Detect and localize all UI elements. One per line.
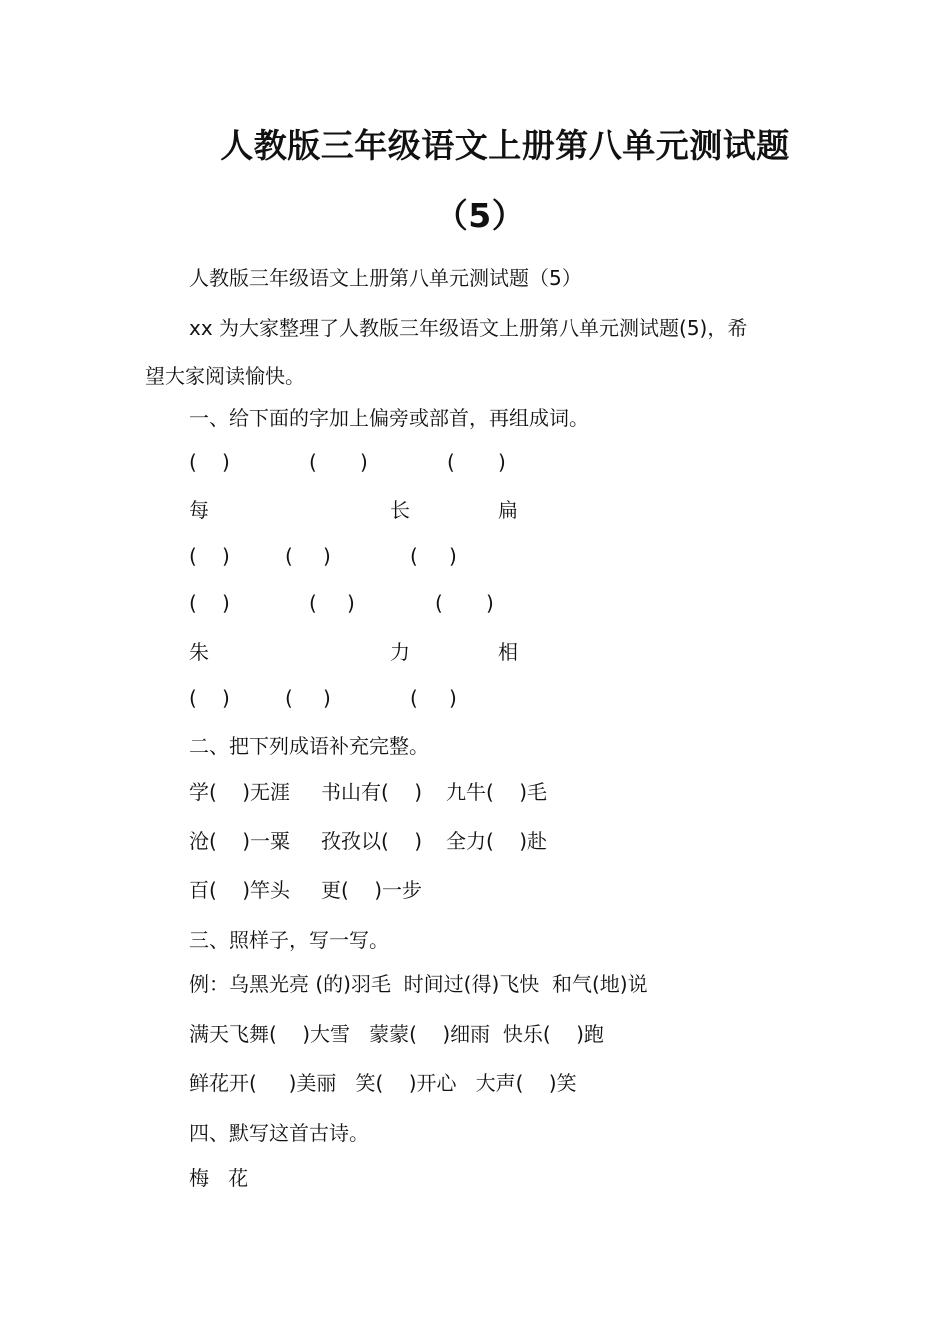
- idiom-item: 孜孜以( ): [321, 829, 423, 853]
- idiom-item: 学( )无涯: [189, 780, 291, 804]
- bracket-open: (: [447, 450, 455, 474]
- char-item: 力: [390, 640, 410, 664]
- poem-title: 梅 花: [189, 1166, 249, 1190]
- bracket-close: ): [222, 591, 230, 615]
- section4-heading: 四、默写这首古诗。: [189, 1121, 369, 1145]
- char-item: 长: [390, 498, 410, 522]
- char-item: 每: [189, 498, 209, 522]
- bracket-close: ): [222, 686, 230, 710]
- bracket-open: (: [189, 686, 197, 710]
- intro-line-1: xx 为大家整理了人教版三年级语文上册第八单元测试题(5)，希: [189, 316, 748, 340]
- bracket-open: (: [285, 544, 293, 568]
- bracket-open: (: [189, 591, 197, 615]
- section3-example: 例：乌黑光亮 (的)羽毛 时间过(得)飞快 和气(地)说: [189, 972, 648, 996]
- bracket-open: (: [309, 450, 317, 474]
- bracket-close: ): [360, 450, 368, 474]
- char-item: 相: [498, 640, 518, 664]
- bracket-open: (: [189, 450, 197, 474]
- section3-row2: 鲜花开( )美丽 笑( )开心 大声( )笑: [189, 1071, 577, 1095]
- section2-heading: 二、把下列成语补充完整。: [189, 734, 429, 758]
- idiom-item: 沧( )一粟: [189, 829, 291, 853]
- section3-row1: 满天飞舞( )大雪 蒙蒙( )细雨 快乐( )跑: [189, 1022, 604, 1046]
- section3-heading: 三、照样子，写一写。: [189, 928, 389, 952]
- intro-line-2: 望大家阅读愉快。: [145, 364, 305, 388]
- bracket-open: (: [410, 544, 418, 568]
- doc-title-line2: （5）: [434, 196, 526, 235]
- idiom-item: 百( )竿头: [189, 878, 291, 902]
- subtitle: 人教版三年级语文上册第八单元测试题（5）: [189, 266, 582, 290]
- idiom-item: 更( )一步: [321, 878, 423, 902]
- bracket-close: ): [449, 686, 457, 710]
- idiom-item: 九牛( )毛: [446, 780, 548, 804]
- doc-title-line1: 人教版三年级语文上册第八单元测试题: [220, 126, 790, 165]
- bracket-close: ): [449, 544, 457, 568]
- bracket-close: ): [222, 450, 230, 474]
- bracket-close: ): [323, 686, 331, 710]
- idiom-item: 全力( )赴: [446, 829, 548, 853]
- bracket-close: ): [222, 544, 230, 568]
- bracket-open: (: [189, 544, 197, 568]
- bracket-close: ): [347, 591, 355, 615]
- bracket-open: (: [309, 591, 317, 615]
- bracket-close: ): [323, 544, 331, 568]
- char-item: 扁: [498, 498, 518, 522]
- char-item: 朱: [189, 640, 209, 664]
- section1-heading: 一、给下面的字加上偏旁或部首，再组成词。: [189, 406, 589, 430]
- bracket-open: (: [435, 591, 443, 615]
- idiom-item: 书山有( ): [321, 780, 423, 804]
- bracket-open: (: [410, 686, 418, 710]
- bracket-close: ): [486, 591, 494, 615]
- bracket-open: (: [285, 686, 293, 710]
- bracket-close: ): [498, 450, 506, 474]
